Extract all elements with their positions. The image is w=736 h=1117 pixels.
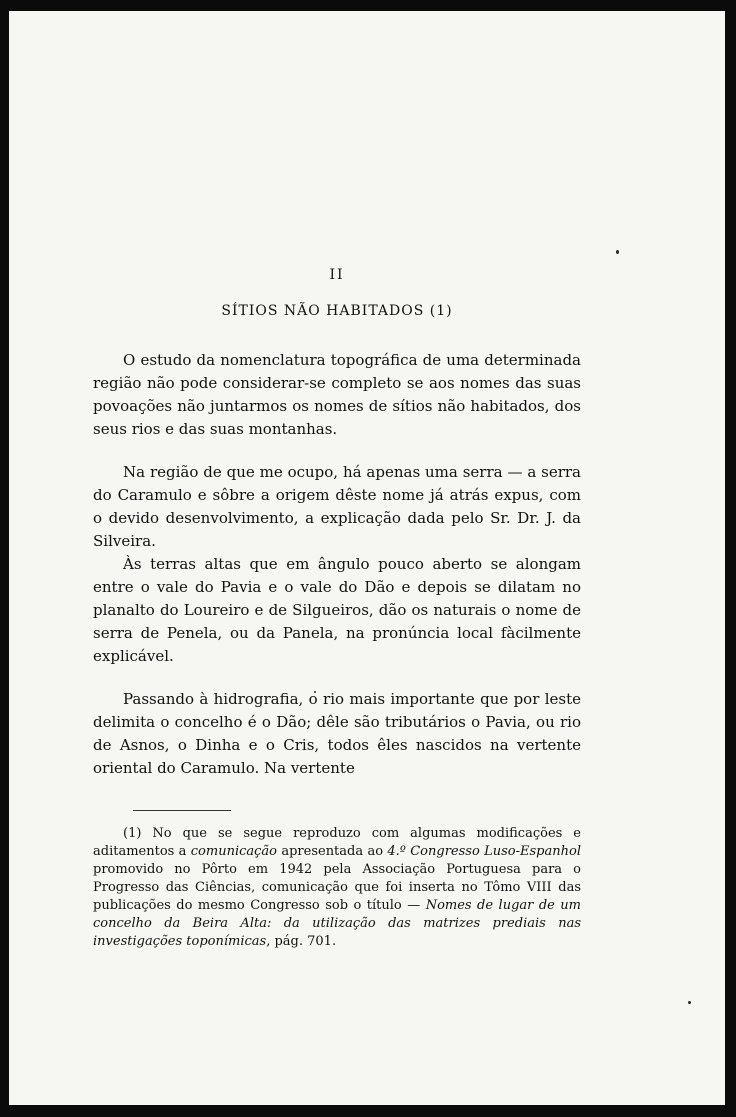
paragraph: Às terras altas que em ângulo pouco aberto se alongam entre o vale do Pavia e o vale do Dão e depois se dilatam no planalto do Loureiro e de Silgueiros, dão os naturais o nome de serra de Penela, ou da Panela, na pronúncia local fàcilmente explicável. [93, 555, 581, 665]
section-title: SÍTIOS NÃO HABITADOS (1) [221, 303, 453, 319]
paragraph: O estudo da nomenclatura topográfica de uma determinada região não pode considerar-se completo se aos nomes das suas povoações não juntarmos os nomes de sítios não habitados, dos seus rios e das suas montanhas. [93, 351, 581, 438]
chapter-number: II [329, 267, 345, 283]
footnote-marker: (1) [123, 826, 142, 841]
ink-spot [616, 250, 619, 254]
page-content [93, 267, 581, 951]
footnote [93, 825, 581, 951]
footnote-italic: Nomes de lugar de um concelho da Beira Alta: da utilização das matrizes prediais nas investigações toponímicas [93, 898, 581, 949]
footnote-text: No que se segue reproduzo com algumas modificações e aditamentos a [93, 826, 581, 859]
ink-spot [688, 1001, 691, 1004]
paragraph: Na região de que me ocupo, há apenas uma serra — a serra do Caramulo e sôbre a origem dêste nome já atrás expus, com o devido desenvolvimento, a explicação dada pelo Sr. Dr. J. da Silveira. [93, 463, 581, 550]
scanned-page [9, 11, 725, 1105]
footnote-text: , pág. 701. [266, 934, 337, 949]
footnote-text: promovido no Pôrto em 1942 pela Associação Portuguesa para o Progresso das Ciências, comunicação que foi inserta no Tômo VIII das publicações do mesmo Congresso sob o título — [93, 862, 581, 913]
footnote-italic: comunicação [190, 844, 277, 859]
footnote-italic: 4.º Congresso Luso-Espanhol [387, 844, 581, 859]
body-text [93, 349, 581, 780]
footnote-text: apresentada ao [277, 844, 388, 859]
paragraph: Passando à hidrografia, o rio mais importante que por leste delimita o concelho é o Dão; dêle são tributários o Pavia, ou rio de Asnos, o Dinha e o Cris, todos êles nascidos na vertente oriental do Caramulo. Na vertente [93, 690, 581, 777]
footnote-divider [133, 810, 231, 811]
